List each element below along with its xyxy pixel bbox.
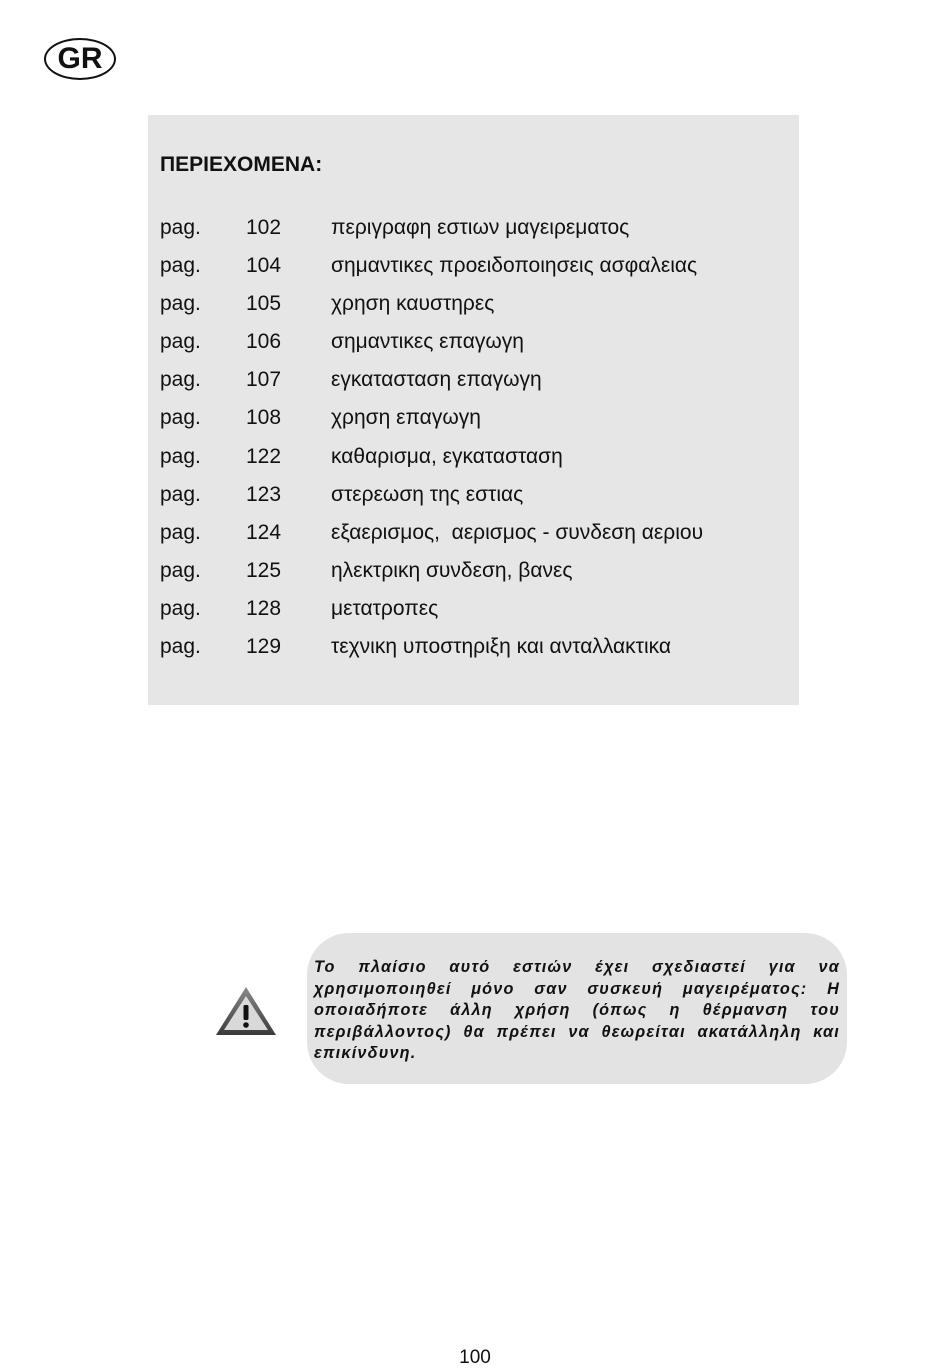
toc-entry-page: 128 [246, 596, 282, 620]
toc-entry-prefix: pag. [160, 444, 201, 468]
toc-entry-page: 105 [246, 292, 282, 316]
toc-title: ΠΕΡΙΕΧΟΜΕΝΑ: [160, 153, 323, 176]
toc-entry-prefix: pag. [160, 292, 201, 316]
toc-entry-page: 125 [246, 558, 282, 582]
toc-entry-description: μετατροπες [331, 596, 439, 620]
toc-entry-page: 102 [246, 216, 282, 239]
toc-entry-prefix: pag. [160, 254, 201, 278]
toc-entry-page: 106 [246, 330, 282, 354]
toc-entry-description: σημαντικες επαγωγη [331, 330, 524, 354]
toc-entry-prefix: pag. [160, 558, 201, 582]
toc-entry-page: 104 [246, 254, 282, 278]
toc-entry-page: 107 [246, 368, 282, 392]
toc-entry-prefix: pag. [160, 635, 201, 659]
toc-entry-page: 108 [246, 406, 282, 430]
toc-entry-page: 122 [246, 444, 282, 468]
toc-entry-description: στερεωση της εστιας [331, 482, 524, 506]
toc-entry-description: ηλεκτρικη συνδεση, βανες [331, 558, 573, 582]
toc-entry-page: 124 [246, 520, 282, 544]
toc-entry-description: χρηση επαγωγη [331, 406, 481, 430]
toc-entry-description: τεχνικη υποστηριξη και ανταλλακτικα [331, 635, 672, 659]
toc-entry-prefix: pag. [160, 520, 201, 544]
toc-entry-prefix: pag. [160, 596, 201, 620]
toc-entry-description: χρηση καυστηρες [331, 292, 495, 316]
toc-entry-prefix: pag. [160, 482, 201, 506]
toc-entry-prefix: pag. [160, 330, 201, 354]
toc-entry-prefix: pag. [160, 406, 201, 430]
table-of-contents [148, 115, 799, 705]
toc-entry-prefix: pag. [160, 368, 201, 392]
toc-entry-description: εξαερισμος, αερισμος - συνδεση αεριου [331, 520, 704, 544]
toc-entry-prefix: pag. [160, 216, 201, 239]
warning-triangle-icon [214, 985, 278, 1037]
toc-entry-description: εγκατασταση επαγωγη [331, 368, 542, 392]
toc-entry-description: καθαρισμα, εγκατασταση [331, 444, 563, 468]
toc-entry-page: 129 [246, 635, 282, 659]
toc-entry-description: σημαντικες προειδοποιησεις ασφαλειας [331, 254, 698, 278]
toc-entry-page: 123 [246, 482, 282, 506]
warning-notice [307, 933, 847, 1084]
language-badge: GR [44, 38, 116, 80]
toc-entry-description: περιγραφη εστιων μαγειρεματος [331, 216, 630, 239]
warning-text: Το πλαίσιο αυτό εστιών έχει σχεδιαστεί για να χρησιμοποιηθεί μόνο σαν συσκευή μαγειρέματος: Η οποιαδήποτε άλλη χρήση (όπως η θέρμανση του περιβάλλοντος) θα πρέπει να θεωρείται ακατάλληλη και επικίνδυνη. [314, 958, 840, 1062]
page-number: 100 [459, 1347, 491, 1368]
